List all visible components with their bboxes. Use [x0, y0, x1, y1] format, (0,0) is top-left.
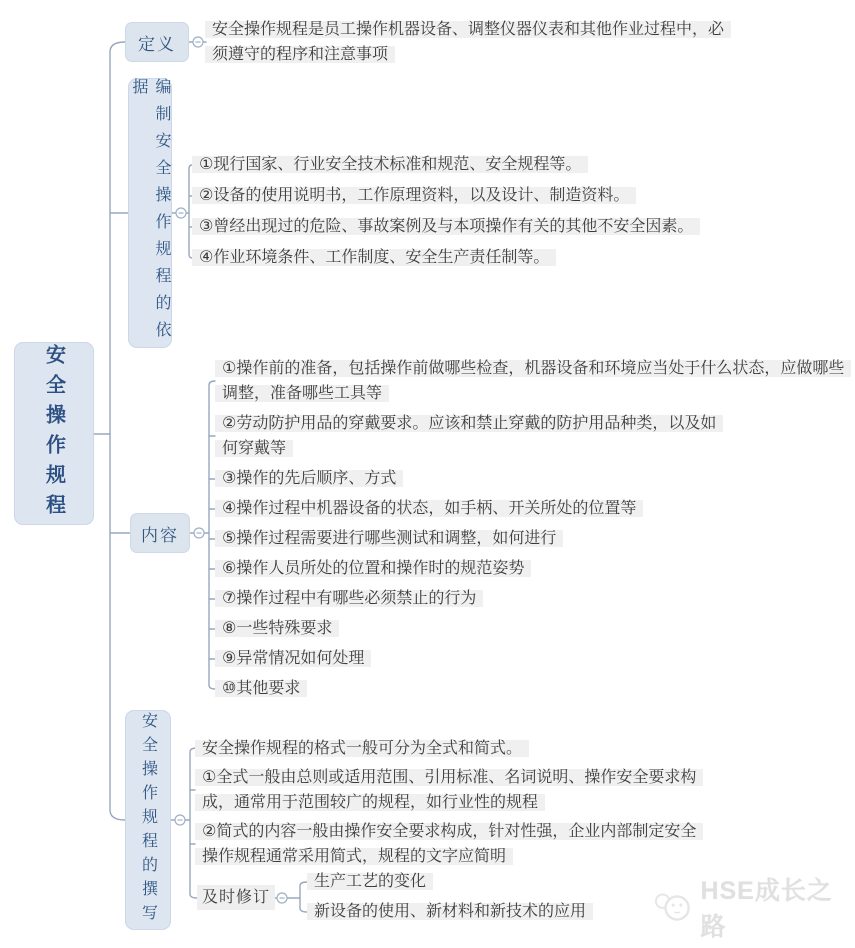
branch-content-label: 内容 — [141, 525, 179, 545]
content-children — [215, 356, 855, 701]
collapse-handle-content[interactable] — [194, 528, 204, 538]
leaf-content-8[interactable]: ⑧一些特殊要求 — [215, 616, 339, 641]
leaf-content-1[interactable]: ①操作前的准备，包括操作前做哪些检查，机器设备和环境应当处于什么状态，应做哪些调整，准备哪些工具等 — [215, 356, 855, 406]
collapse-handle-writing[interactable] — [175, 815, 185, 825]
branch-revision-label: 及时修订 — [201, 889, 270, 906]
branch-writing[interactable] — [125, 710, 171, 930]
leaf-writing-simple[interactable]: ②简式的内容一般由操作安全要求构成，针对性强，企业内部制定安全操作规程通常采用简式，规程的文字应简明 — [195, 819, 710, 869]
leaf-content-5[interactable]: ⑤操作过程需要进行哪些测试和调整，如何进行 — [215, 526, 563, 551]
basis-children — [192, 152, 700, 270]
leaf-writing-format[interactable]: 安全操作规程的格式一般可分为全式和简式。 — [195, 736, 529, 761]
leaf-content-2[interactable]: ②劳动防护用品的穿戴要求。应该和禁止穿戴的防护用品种类，以及如何穿戴等 — [215, 411, 730, 461]
root-node[interactable] — [14, 342, 94, 525]
branch-writing-label: 安全操作规程的撰写 — [139, 712, 157, 928]
leaf-definition-text[interactable]: 安全操作规程是员工操作机器设备、调整仪器仪表和其他作业过程中，必须遵守的程序和注意事项 — [205, 17, 730, 67]
leaf-content-7[interactable]: ⑦操作过程中有哪些必须禁止的行为 — [215, 586, 483, 611]
leaf-basis-3[interactable]: ③曾经出现过的危险、事故案例及与本项操作有关的其他不安全因素。 — [192, 214, 700, 239]
branch-definition[interactable] — [125, 22, 189, 62]
leaf-content-3[interactable]: ③操作的先后顺序、方式 — [215, 466, 403, 491]
leaf-writing-full[interactable]: ①全式一般由总则或适用范围、引用标准、名词说明、操作安全要求构成，通常用于范围较广的规程，如行业性的规程 — [195, 765, 710, 815]
collapse-handle-basis[interactable] — [176, 208, 186, 218]
leaf-basis-1[interactable]: ①现行国家、行业安全技术标准和规范、安全规程等。 — [192, 152, 588, 177]
branch-definition-label: 定义 — [138, 34, 176, 54]
leaf-content-4[interactable]: ④操作过程中机器设备的状态，如手柄、开关所处的位置等 — [215, 496, 643, 521]
branch-revision[interactable] — [197, 885, 275, 910]
leaf-revision-1[interactable]: 生产工艺的变化 — [307, 869, 433, 894]
leaf-revision-2[interactable]: 新设备的使用、新材料和新技术的应用 — [307, 899, 593, 924]
leaf-basis-4[interactable]: ④作业环境条件、工作制度、安全生产责任制等。 — [192, 245, 556, 270]
root-node-label: 安全操作规程 — [42, 343, 65, 524]
branch-content[interactable] — [130, 513, 190, 553]
watermark-text: HSE成长之路 — [700, 877, 833, 941]
collapse-handle-definition[interactable] — [193, 37, 203, 47]
leaf-content-10[interactable]: ⑩其他要求 — [215, 676, 307, 701]
bee-mascot-icon — [653, 888, 693, 926]
watermark — [653, 877, 853, 941]
leaf-content-6[interactable]: ⑥操作人员所处的位置和操作时的规范姿势 — [215, 556, 531, 581]
branch-basis-label: 编制安全操作规程的依据 — [130, 78, 170, 348]
collapse-handle-revision[interactable] — [277, 893, 287, 903]
leaf-basis-2[interactable]: ②设备的使用说明书，工作原理资料，以及设计、制造资料。 — [192, 183, 636, 208]
branch-basis[interactable] — [128, 78, 172, 348]
leaf-content-9[interactable]: ⑨异常情况如何处理 — [215, 646, 371, 671]
